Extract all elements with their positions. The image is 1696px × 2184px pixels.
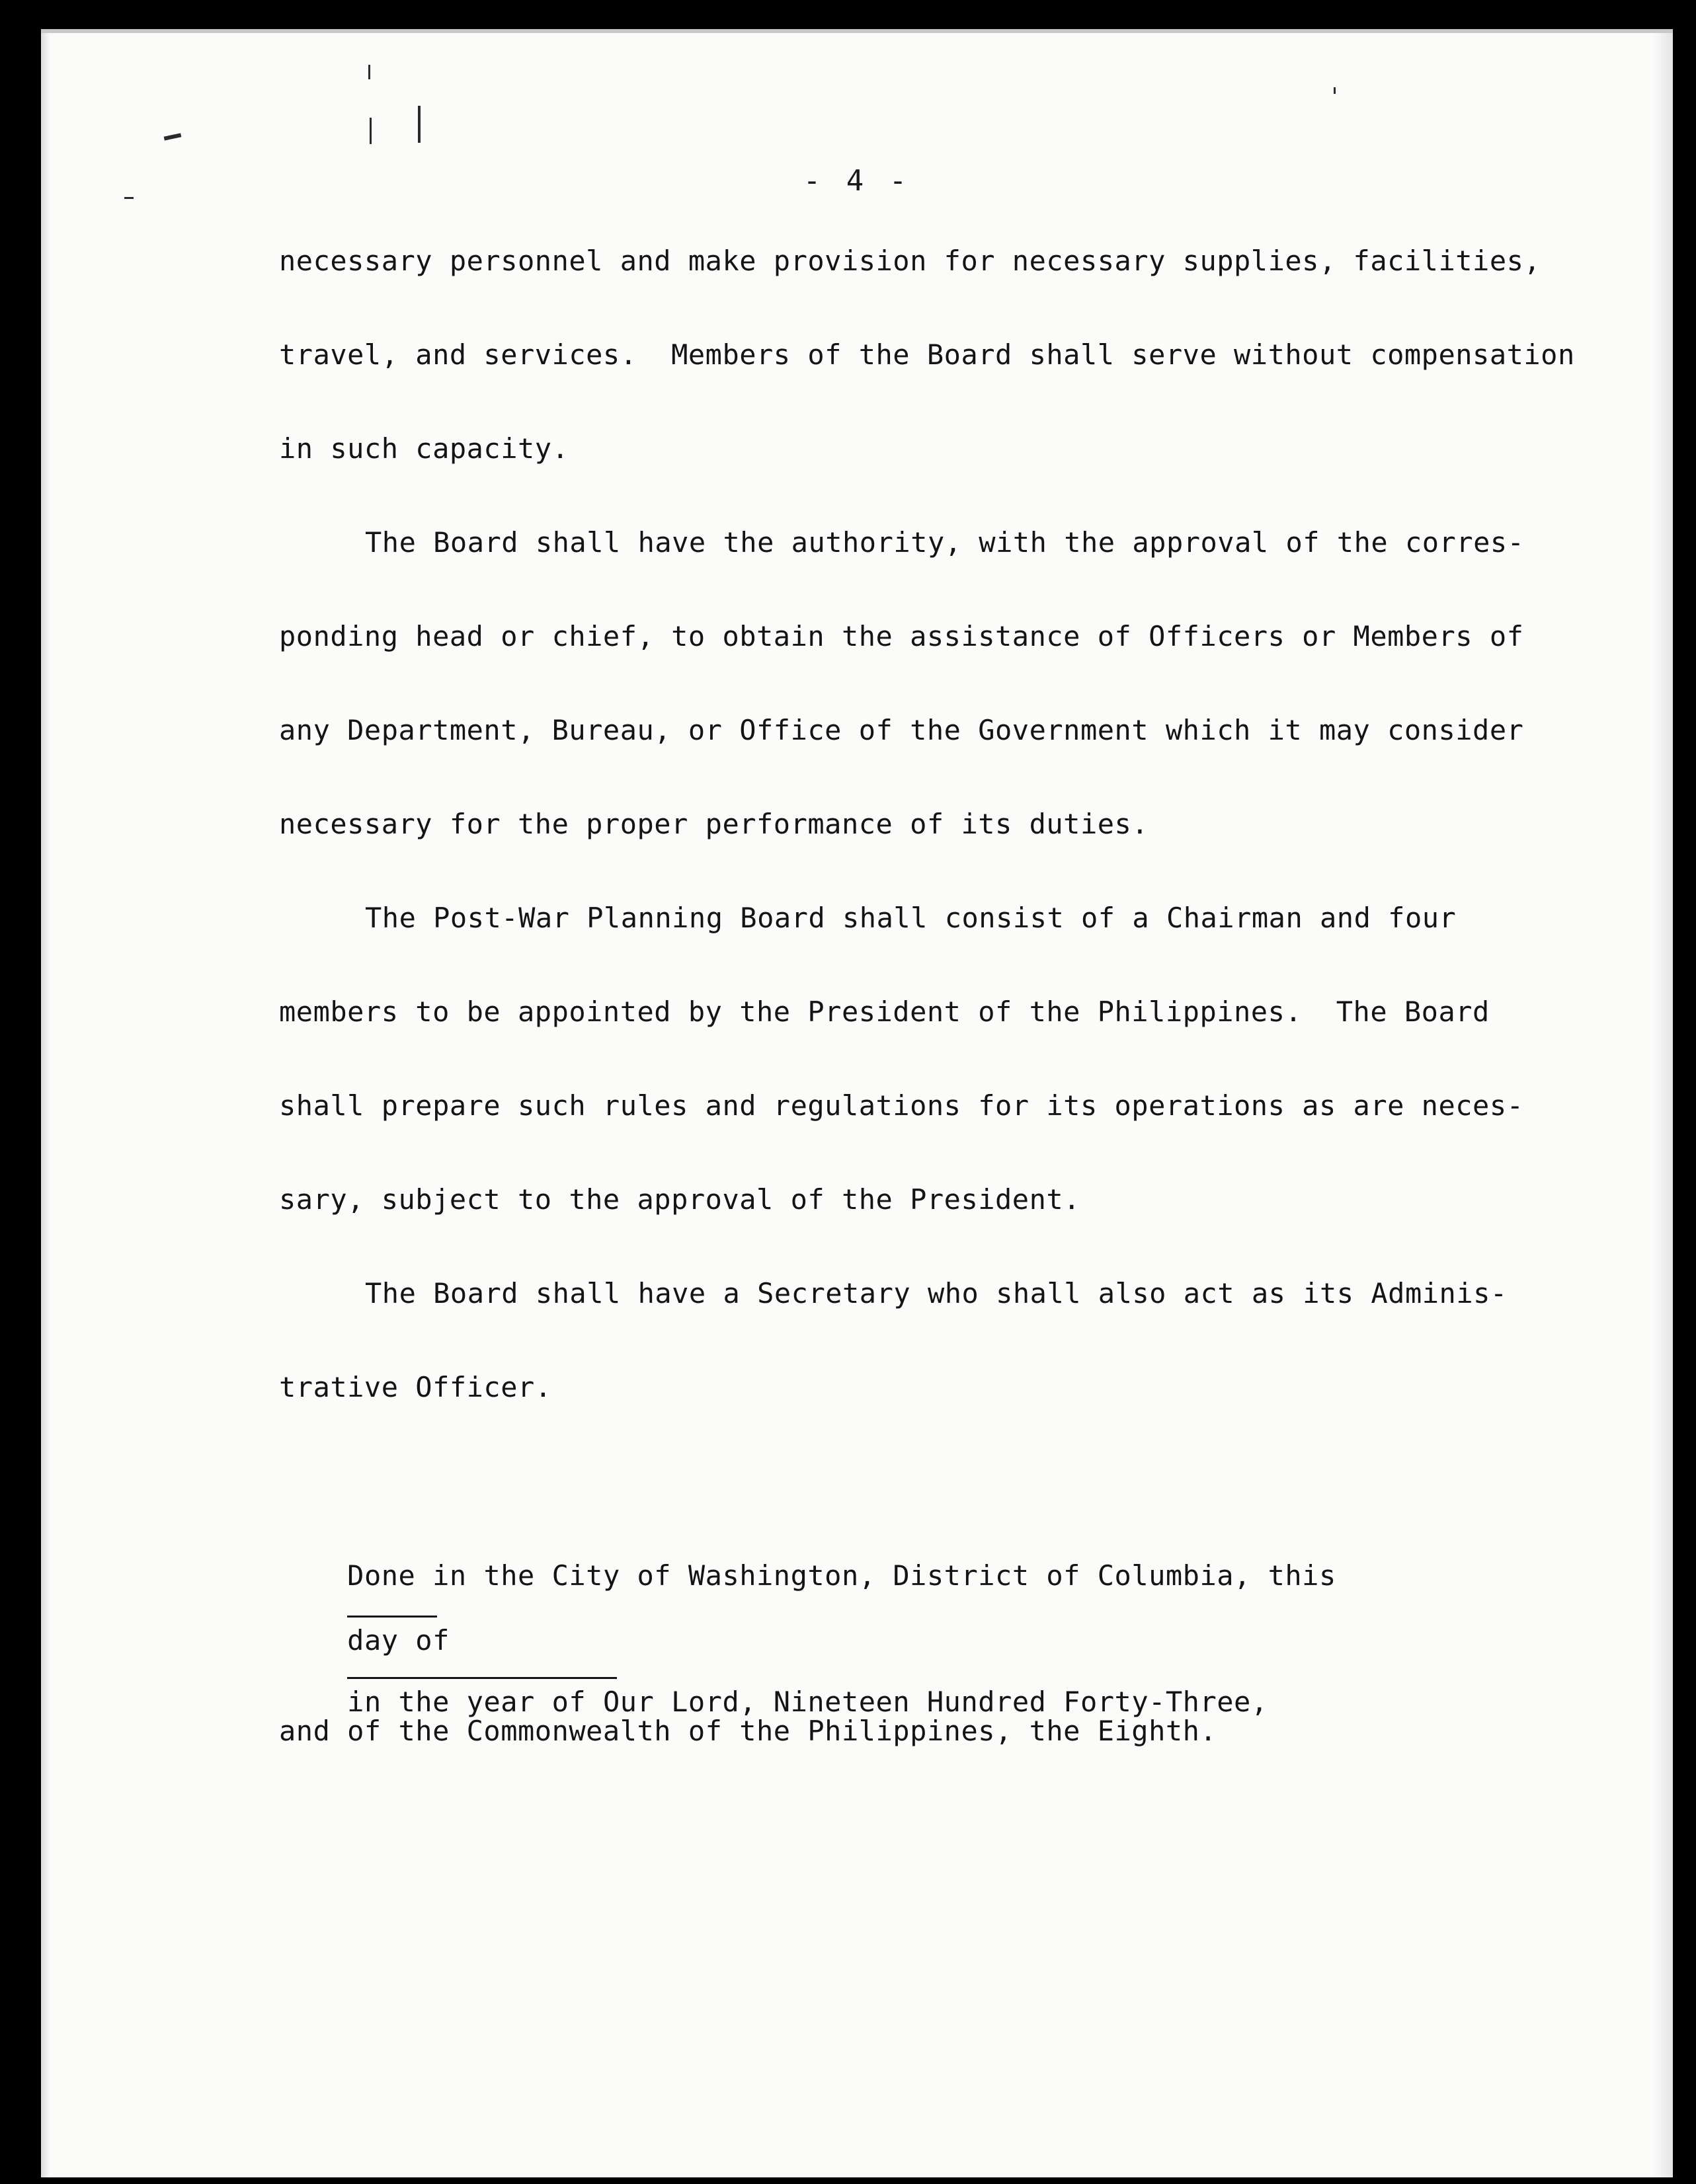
stray-mark [164,133,182,140]
text-line: in such capacity. [279,432,569,465]
stray-mark [368,65,370,79]
closing-line-3: and of the Commonwealth of the Philippines, the Eighth. [279,1715,1217,1747]
closing-text: day of [347,1624,450,1657]
month-blank [347,1657,617,1679]
stray-mark [1334,87,1336,94]
page-right-edge [1653,33,1673,2177]
text-line: necessary for the proper performance of its duties. [279,808,1149,840]
closing-text: Done in the City of Washington, District of Columbia, this [347,1559,1336,1592]
text-line: trative Officer. [279,1371,552,1403]
text-line: The Board shall have the authority, with the approval of the corres- [365,526,1525,559]
stray-mark [370,118,372,144]
text-line: members to be appointed by the President of the Philippines. The Board [279,995,1490,1028]
text-line: ponding head or chief, to obtain the assistance of Officers or Members of [279,620,1524,652]
stray-mark [418,106,421,143]
text-line: necessary personnel and make provision for necessary supplies, facilities, [279,245,1541,277]
text-line: any Department, Bureau, or Office of the Government which it may consider [279,714,1524,746]
text-line: The Board shall have a Secretary who shall also act as its Adminis- [365,1277,1508,1309]
day-blank [347,1596,437,1618]
text-line: shall prepare such rules and regulations for its operations as are neces- [279,1089,1524,1122]
closing-text: in the year of Our Lord, Nineteen Hundred Forty-Three, [347,1686,1268,1718]
page-number: - 4 - [803,164,911,198]
text-line: travel, and services. Members of the Board shall serve without compensation [279,338,1575,371]
text-line: The Post-War Planning Board shall consist of a Chairman and four [365,902,1457,934]
text-line: sary, subject to the approval of the President. [279,1183,1080,1216]
page-left-edge [41,33,50,2177]
document-page [41,29,1673,2177]
